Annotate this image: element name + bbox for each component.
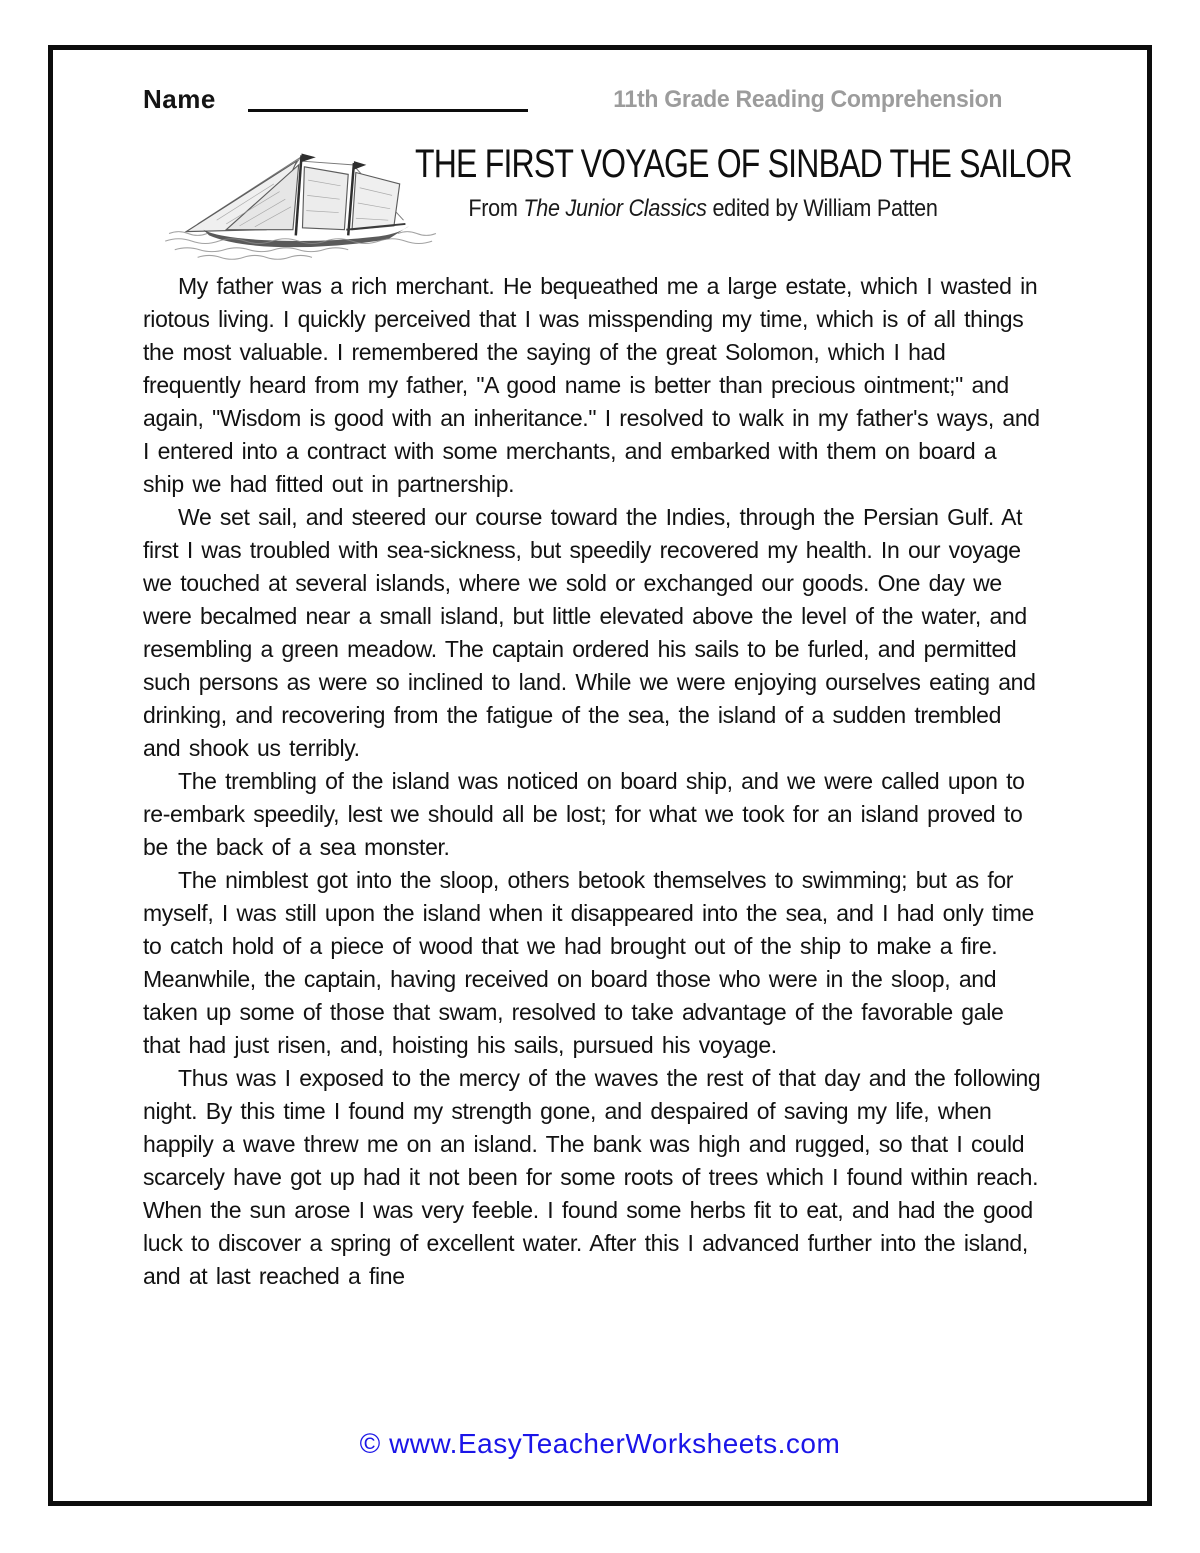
title-block (343, 142, 1072, 223)
story-paragraph: Thus was I exposed to the mercy of the waves the rest of that day and the following night. By this time I found my strength gone, and despaired of saving my life, when happily a wave threw me on an island. The bank was high and rugged, so that I could scarcely have got up had it not been for some roots of trees which I found within reach. When the sun arose I was very feeble. I found some herbs fit to eat, and had the good luck to discover a spring of excellent water. After this I advanced further into the island, and at last reached a fine (143, 1065, 1041, 1289)
subtitle (379, 195, 1027, 223)
name-blank-line (248, 82, 528, 112)
subtitle-source-italic: The Junior Classics (523, 195, 707, 222)
story-paragraph: The trembling of the island was noticed on board ship, and we were called upon to re-embark speedily, lest we should all be lost; for what we took for an island proved to be the back of a sea monster. (143, 768, 1025, 860)
story-paragraph: We set sail, and steered our course toward the Indies, through the Persian Gulf. At first I was troubled with sea-sickness, but speedily recovered my health. In our voyage we touched at several islands, where we sold or exchanged our goods. One day we were becalmed near a small island, but little elevated above the level of the water, and resembling a green meadow. The captain ordered his sails to be furled, and permitted such persons as were so inclined to land. While we were enjoying ourselves eating and drinking, and recovering from the fatigue of the sea, the island of a sudden trembled and shook us terribly. (143, 504, 1036, 761)
story-paragraph: The nimblest got into the sloop, others betook themselves to swimming; but as for myself, I was still upon the island when it disappeared into the sea, and I had only time to catch hold of a piece of wood that we had brought out of the ship to make a fire. Meanwhile, the captain, having received on board those who were in the sloop, and taken up some of those that swam, resolved to take advantage of the favorable gale that had just risen, and, hoisting his sails, pursued his voyage. (143, 867, 1034, 1058)
page-border-frame (48, 45, 1152, 1506)
title-area (53, 142, 1147, 264)
grade-level-label: 11th Grade Reading Comprehension (613, 86, 1002, 113)
story-body (53, 270, 1147, 1293)
copyright-link[interactable]: © www.EasyTeacherWorksheets.com (359, 1428, 841, 1459)
subtitle-prefix: From (468, 195, 524, 222)
worksheet-header (53, 76, 1147, 112)
page-title: THE FIRST VOYAGE OF SINBAD THE SAILOR (415, 142, 1072, 186)
story-paragraph: My father was a rich merchant. He bequeathed me a large estate, which I wasted in riotous living. I quickly perceived that I was misspending my time, which is of all things the most valuable. I remembered the saying of the great Solomon, which I had frequently heard from my father, "A good name is better than precious ointment;" and again, "Wisdom is good with an inheritance." I resolved to walk in my father's ways, and I entered into a contract with some merchants, and embarked with them on board a ship we had fitted out in partnership. (143, 273, 1040, 497)
name-label: Name (143, 84, 216, 114)
subtitle-suffix: edited by William Patten (706, 195, 938, 222)
